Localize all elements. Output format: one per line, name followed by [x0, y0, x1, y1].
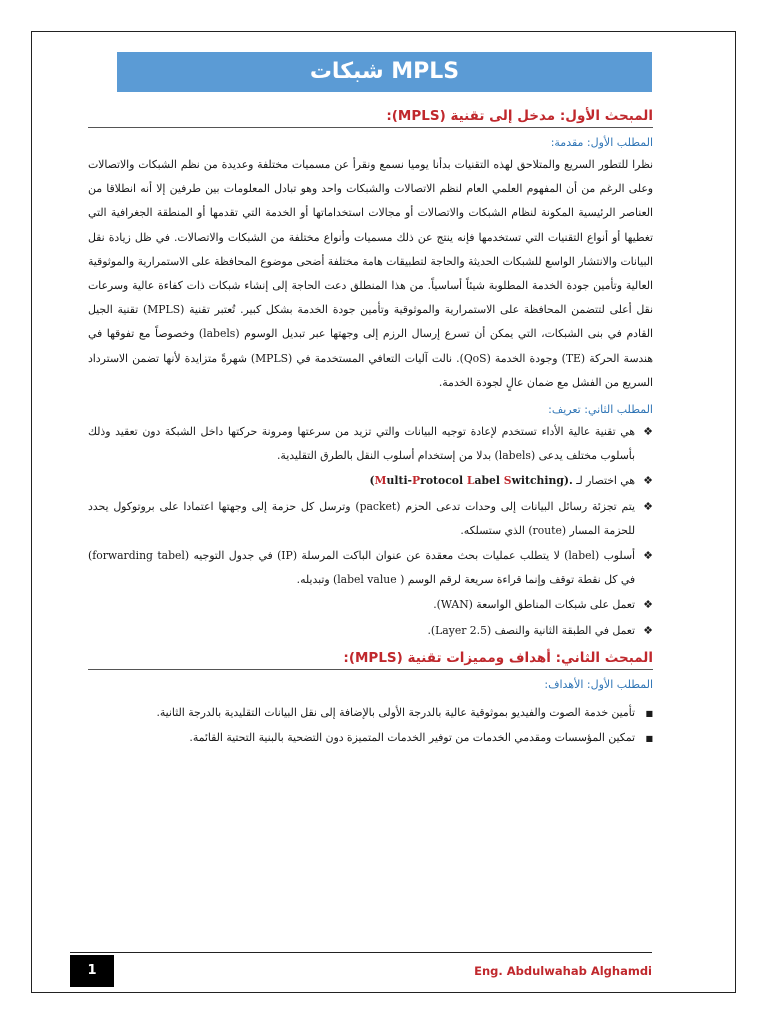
diamond-bullet-icon: ❖ [643, 598, 653, 612]
diamond-bullet-icon: ❖ [643, 499, 653, 513]
list-item: ■ تمكين المؤسسات ومقدمي الخدمات من توفير الخدمات المتميزة دون التضحية بالبنية التحتية القائمة. [88, 726, 653, 750]
list-item: ❖ تعمل على شبكات المناطق الواسعة (WAN). [88, 593, 653, 617]
list-item: ■ تأمين خدمة الصوت والفيديو بموثوقية عالية بالدرجة الأولى بالإضافة إلى نقل البيانات التقليدية بالدرجة الثانية. [88, 701, 653, 725]
definition-heading: المطلب الثاني: تعريف: [548, 403, 653, 417]
list-item: ❖ هي تقنية عالية الأداء تستخدم لإعادة توجيه البيانات والتي تزيد من سرعتها ومرونة حركتها داخل الشبكة دون تعقيد وذلك بأسلوب مختلف يدعى (labels) بدلا من إستخدام أسلوب النقل بالطرق التقليدية. [88, 420, 653, 468]
author-name: Eng. Abdulwahab Alghamdi [474, 964, 652, 978]
list-item: ❖ تعمل في الطبقة الثانية والنصف (Layer 2.5). [88, 619, 653, 643]
goals-heading: المطلب الأول: الأهداف: [544, 677, 653, 691]
title-banner [117, 52, 652, 92]
square-bullet-icon: ■ [645, 708, 653, 718]
list-item-acronym: ❖ هي اختصار لـ (Multi-Protocol Label Switching). [88, 469, 653, 493]
list-item: ❖ يتم تجزئة رسائل البيانات إلى وحدات تدعى الحزم (packet) وترسل كل حزمة إلى وجهتها اعتمادا على بروتوكول يحدد للحزمة المسار (route) الذي ستسلكه. [88, 495, 653, 543]
page-title: شبكات MPLS [309, 59, 460, 84]
diamond-bullet-icon: ❖ [643, 474, 653, 488]
diamond-bullet-icon: ❖ [643, 549, 653, 563]
section-heading-1: المبحث الأول: مدخل إلى تقنية (MPLS): [88, 108, 653, 128]
intro-heading: المطلب الأول: مقدمة: [550, 136, 653, 149]
goals-list [88, 701, 653, 750]
list-item: ❖ أسلوب (label) لا يتطلب عمليات بحث معقدة عن عنوان الباكت المرسلة (IP) في جدول التوجيه (forwarding tabel) في كل نقطة توقف وإنما قراءة سريعة لرقم الوسم ( label value) وتبديله. [88, 544, 653, 592]
page-number: 1 [70, 955, 114, 987]
diamond-bullet-icon: ❖ [643, 623, 653, 637]
intro-paragraph: نظرا للتطور السريع والمتلاحق لهذه التقنيات بدأنا يوميا نسمع ونقرأ عن مسميات مختلفة وعديدة من نظم الشبكات والاتصالات وعلى الرغم من أن المفهوم العلمي العام لنظم الاتصالات والشبكات واحد وهو تبادل المعلومات بين طرفين إلا أنه انطلاقا من العناصر الرئيسية المكونة لنظام الشبكات والاتصالات أو مجالات استخداماتها أو الخدمة التي تقدمها أو المنطقة الجغرافية التي تغطيها أو أنواع التقنيات التي تستخدمها فإنه ينتج عن ذلك مسميات وأنواع مختلفة من الشبكات والاتصالات. في ظل زيادة نقل البيانات والانتشار الواسع للشبكات الحديثة والحاجة لتطبيقات هامة مختلفة أضحى موضوع المحافظة على الاستمرارية والموثوقية العالية وتأمين جودة الخدمة المطلوبة شيئاً أساسياً. من هذا المنطلق دعت الحاجة إلى إنشاء شبكات ذات كفاءة عالية وسرعات نقل أعلى لتتضمن المحافظة على الاستمرارية والموثوقية وتأمين جودة الخدمة بشكل كبير. تُعتبر تقنية (MPLS) تقنية الجيل القادم في بنى الشبكات، التي يمكن أن تسرع إرسال الرزم إلى وجهتها عبر تبديل الوسوم (labels) وخصوصاً مع تفوقها في هندسة الحركة (TE) وجودة الخدمة (QoS). نالت آليات التعافي المستخدمة في (MPLS) شهرةً متزايدة لأنها تضمن الاسترداد السريع من الفشل مع ضمان عالٍ لجودة الخدمة. [88, 158, 654, 389]
square-bullet-icon: ■ [645, 734, 653, 744]
diamond-bullet-icon: ❖ [643, 425, 653, 439]
acronym-prefix: هي اختصار لـ [576, 474, 635, 488]
footer-divider [70, 952, 652, 953]
section-heading-2: المبحث الثاني: أهداف ومميزات تقنية (MPLS): [88, 650, 653, 670]
document-body [88, 108, 653, 751]
definition-list [88, 420, 653, 643]
